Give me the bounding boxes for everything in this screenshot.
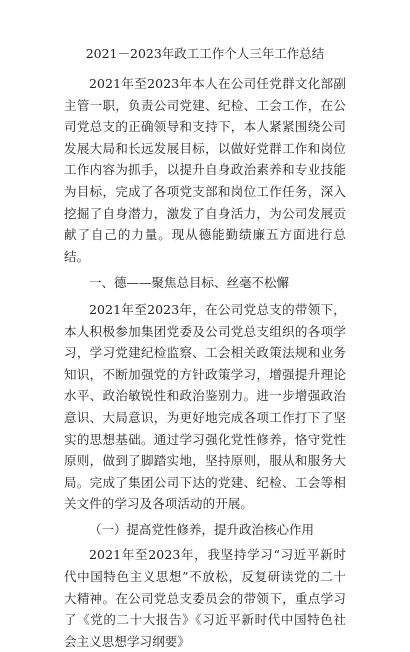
document-title: 2021－2023年政工工作个人三年工作总结 xyxy=(85,46,325,61)
section-body-virtue: 2021年至2023年，在公司党总支的带领下，本人积极参加集团党委及公司党总支组织的各项学习，学习党建纪检监察、工会相关政策法规和业务知识，不断加强党的方针政策学习，增强提升理论水平、政治敏锐性和政治鉴别力。进一步增强政治意识、大局意识，为更好地完成各项工作打下了坚实的思想基础。通过学习强化党性修养，恪守党性原则，做到了脚踏实地，坚持原则，服从和服务大局。完成了集团公司下达的党建、纪检、工会等相关文件的学习及各项活动的开展。 xyxy=(64,301,346,512)
subsection-body-party-spirit: 2021年至2023年，我坚持学习“习近平新时代中国特色主义思想”不放松，反复研读党的二十大精神。在公司党总支委员会的带领下，重点学习了《党的二十大报告》《习近平新时代中国特色社会主义思想学习纲要》 xyxy=(64,547,346,649)
intro-paragraph: 2021年至2023年本人在公司任党群文化部副主管一职，负责公司党建、纪检、工会工作，在公司党总支的正确领导和支持下，本人紧紧围绕公司发展大局和长远发展目标，以做好党群工作和岗位工作内容为抓手，以提升自身政治素养和专业技能为目标，完成了各项党支部和岗位工作任务，深入挖掘了自身潜力，激发了自身活力，为公司发展贡献了自己的力量。现从德能勤绩廉五方面进行总结。 xyxy=(64,76,346,264)
section-heading-virtue: 一、德——聚焦总目标、丝毫不松懈 xyxy=(89,275,290,291)
subsection-heading-party-spirit: （一）提高党性修养，提升政治核心作用 xyxy=(89,521,315,537)
